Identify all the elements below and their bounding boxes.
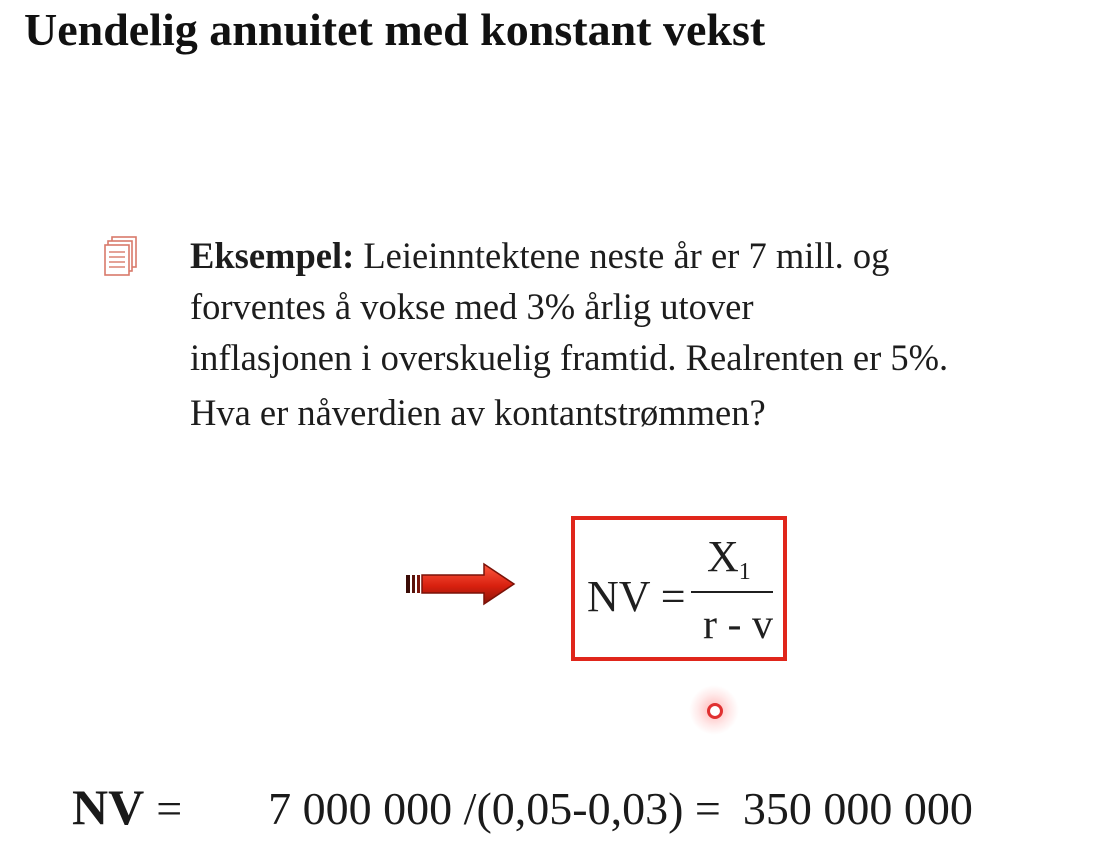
document-bullet-icon: [104, 236, 140, 276]
example-question: Hva er nåverdien av kontantstrømmen?: [190, 392, 766, 433]
calculation-equals: =: [156, 783, 183, 834]
slide-title: Uendelig annuitet med konstant vekst: [24, 4, 766, 55]
calculation-line: [72, 776, 973, 840]
formula-fraction-bar: [691, 591, 773, 593]
right-arrow-icon: [404, 561, 516, 607]
example-line-3: inflasjonen i overskuelig framtid. Realrenten er 5%.: [190, 337, 949, 378]
formula-box: [571, 516, 787, 661]
formula-numerator-var: X: [707, 532, 739, 581]
example-text: [190, 230, 1100, 438]
formula-numerator: [707, 534, 751, 595]
example-line-2: forventes å vokse med 3% årlig utover: [190, 286, 754, 327]
example-line-1-text: Leieinntektene neste år er 7 mill. og: [354, 235, 890, 276]
calculation-expression: 7 000 000 /(0,05-0,03) =: [268, 783, 721, 834]
pointer-dot: [707, 703, 723, 719]
calculation-label: NV: [72, 779, 145, 835]
formula-lhs: NV =: [587, 572, 686, 621]
calculation-result: 350 000 000: [742, 783, 973, 834]
formula-numerator-subscript: 1: [738, 559, 751, 585]
formula-denominator: r - v: [703, 602, 773, 648]
example-label: Eksempel:: [190, 235, 355, 276]
pointer-cursor-icon: [689, 685, 739, 735]
example-line-1: [190, 230, 1100, 281]
